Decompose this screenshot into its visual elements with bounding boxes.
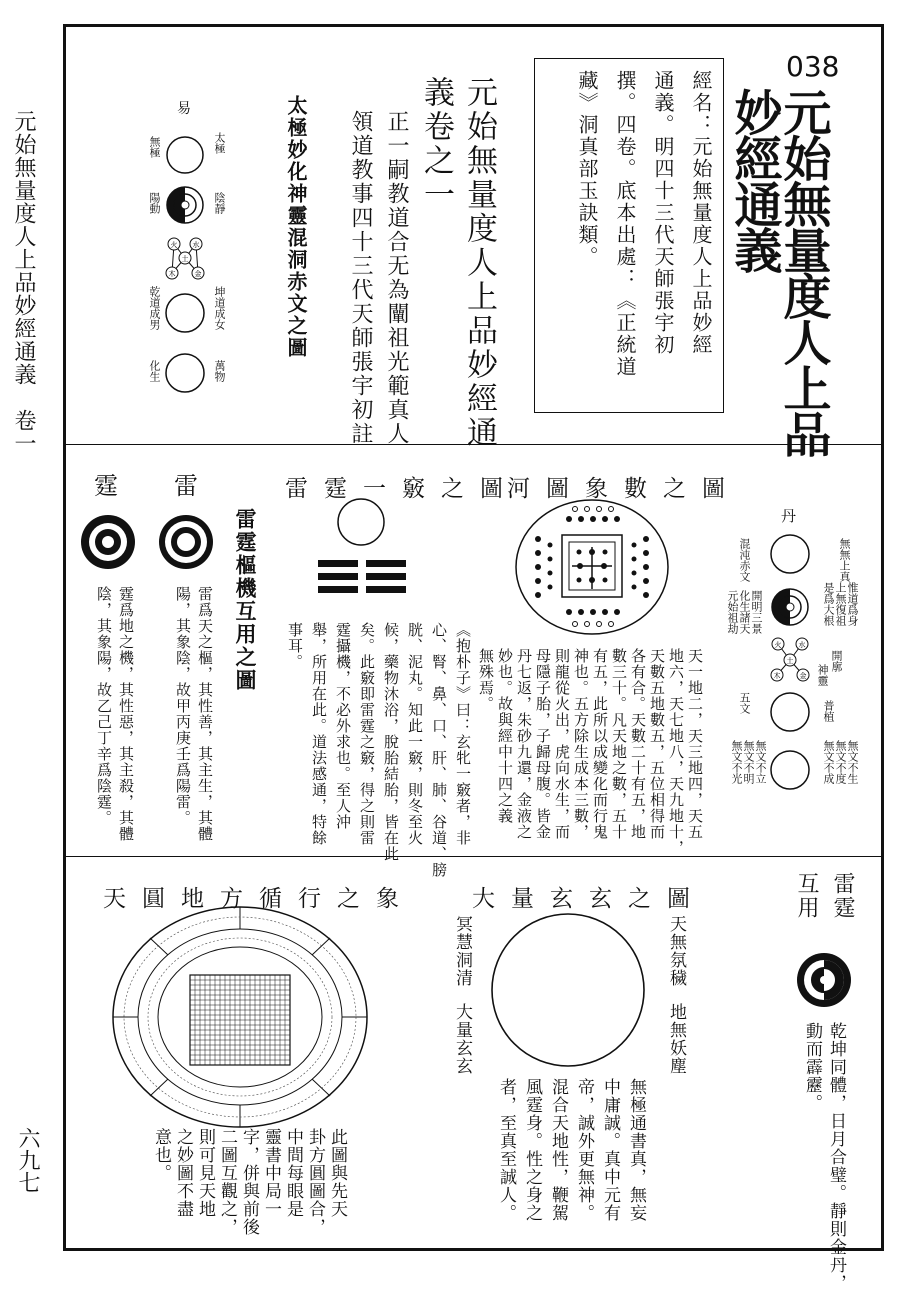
dan-circle-1 bbox=[771, 535, 809, 573]
yuanfang-text-5: 字，併與前後 bbox=[239, 1128, 259, 1236]
dan-bottom-right: 無文不生 無文不度 無文不成 bbox=[822, 740, 859, 784]
kundao-label: 坤道成女 bbox=[213, 286, 226, 330]
text-author-line-2: 領道教事四十三代天師張宇初註 bbox=[348, 110, 373, 446]
ting-text-2: 陰，其象陽，故乙己丁辛爲陰霆。 bbox=[95, 586, 113, 826]
yiqiao-text-5: 矣。此竅即雷霆之竅，得之則雷 bbox=[358, 622, 376, 846]
yuanfang-text-1: 此圖與先天 bbox=[327, 1128, 347, 1218]
hu-yong-text-1: 乾坤同體，日月合璧。靜則金丹， bbox=[826, 1022, 846, 1292]
yuanfang-grid bbox=[190, 975, 290, 1065]
yiqiao-text-1: 《抱朴子》曰：玄牝一竅者，非 bbox=[454, 622, 472, 846]
wanwu-label: 萬物 bbox=[213, 360, 226, 382]
dan-five-elements bbox=[771, 638, 809, 681]
hetu-text-12: 無殊焉。 bbox=[477, 648, 495, 712]
dan-right-5: 普植 bbox=[822, 700, 835, 722]
taiji-diagram-title: 太極妙化神靈混洞赤文之圖 bbox=[284, 95, 308, 359]
hu-yong-text-2: 動而霹靂。 bbox=[802, 1022, 822, 1112]
text-author-line-1: 正一嗣教道合无為闡祖光範真人 bbox=[384, 110, 409, 446]
xuanxuan-right-1: 天無氛穢 bbox=[666, 915, 686, 987]
fire-label: 火 bbox=[170, 241, 178, 249]
hu-yong-title-2: 互用 bbox=[794, 872, 819, 920]
hetu-text-4: 各有合。天數二十有五，地 bbox=[629, 648, 647, 840]
hetu-text-8: 則龍從火出，虎向水生，而 bbox=[553, 648, 571, 840]
hu-yong-ring bbox=[794, 950, 854, 1010]
hetu-text-10: 丹七返，朱砂九還，金液之 bbox=[515, 648, 533, 840]
divider-lower bbox=[63, 856, 884, 857]
yiqiao-text-2: 心、腎、鼻、口、肝、肺、谷道、膀 bbox=[430, 622, 448, 878]
folio: 六九七 bbox=[15, 1127, 40, 1193]
yuanfang-text-9: 意也。 bbox=[151, 1128, 171, 1182]
dan-earth: 土 bbox=[786, 657, 794, 665]
lei-label: 雷 bbox=[174, 472, 198, 500]
hetu-text-6: 有五，此所以成變化而行鬼 bbox=[591, 648, 609, 840]
yuanfang-figure bbox=[110, 905, 370, 1130]
xuanxuan-text-1: 無極通書真，無妄 bbox=[626, 1078, 646, 1222]
lei-text-2: 陽，其象陰，故甲丙庚壬爲陽雷。 bbox=[174, 586, 192, 826]
yuanfang-text-6: 二圖互觀之， bbox=[217, 1128, 237, 1236]
catalog-note-line-1: 經名：元始無量度人上品妙經 bbox=[689, 70, 713, 356]
taiji-label: 太極 bbox=[213, 132, 226, 154]
yinjing-label: 陰靜 bbox=[213, 192, 226, 214]
yiqiao-text-3: 胱、泥丸。知此一竅，則冬至火 bbox=[406, 622, 424, 846]
wood-label: 木 bbox=[168, 270, 176, 278]
dan-fire: 火 bbox=[774, 641, 782, 649]
xuanxuan-text-2: 中庸誠。真中元有 bbox=[600, 1078, 620, 1222]
dan-circle-3 bbox=[771, 693, 809, 731]
lei-ring bbox=[159, 515, 213, 569]
qiankun-circle bbox=[166, 294, 204, 332]
ting-label: 霆 bbox=[94, 472, 118, 500]
dan-left-2: 開明三景 化生諸天 元始祖劫 bbox=[726, 590, 763, 634]
yiqiao-text-8: 事耳。 bbox=[286, 622, 304, 670]
kan-trigram bbox=[318, 560, 406, 593]
metal-label: 金 bbox=[194, 270, 202, 278]
wanwu-circle bbox=[166, 354, 204, 392]
running-head: 元始無量度人上品妙經通義 卷一 bbox=[11, 110, 36, 455]
xuanxuan-title: 大量玄玄之圖 bbox=[472, 886, 706, 912]
yiqiao-text-7: 舉，所用在此。道法感通，特餘 bbox=[310, 622, 328, 846]
lei-text-1: 雷爲天之樞，其性善，其主生，其體 bbox=[196, 586, 214, 842]
xuanxuan-circle bbox=[488, 912, 648, 1072]
yuanfang-text-2: 卦方圓圖合， bbox=[305, 1128, 325, 1236]
taiji-top-label: 易 bbox=[177, 101, 191, 117]
entry-number: 038 bbox=[786, 50, 840, 83]
yiqiao-figure bbox=[306, 498, 416, 598]
yiqiao-text-6: 霆攝機，不必外求也。至人沖 bbox=[334, 622, 352, 830]
dan-right-3: 開廓 bbox=[830, 650, 843, 672]
yiqiao-text-4: 候，藥物沐浴，脫胎結胎，皆在此 bbox=[382, 622, 400, 862]
ting-text-1: 霆爲地之機，其性惡，其主殺，其體 bbox=[117, 586, 135, 842]
xuanxuan-text-4: 混合天地性，鞭駕 bbox=[548, 1078, 568, 1222]
dan-right-1: 無無上真 bbox=[838, 538, 851, 582]
dan-figure bbox=[765, 532, 815, 802]
xuanxuan-left-2: 大量玄玄 bbox=[452, 1003, 472, 1075]
xuanxuan-left-1: 冥慧洞清 bbox=[452, 915, 472, 987]
hetu-text-7: 神也。五方除生成本三數， bbox=[572, 648, 590, 840]
hetu-text-1: 天一地二，天三地四，天五 bbox=[686, 648, 704, 840]
lei-ting-title: 雷霆樞機互用之圖 bbox=[233, 508, 258, 692]
wuji-circle bbox=[167, 137, 203, 173]
dan-right-2: 惟道爲身 上無復祖 是爲大根 bbox=[822, 582, 859, 626]
hetu-text-2: 地六，天七地八，天九地十， bbox=[667, 648, 685, 856]
yiqiao-circle bbox=[338, 499, 384, 545]
text-title-line-1: 元始無量度人上品妙經通 bbox=[461, 76, 497, 450]
dan-water: 水 bbox=[798, 641, 806, 649]
yangdong-label: 陽動 bbox=[148, 192, 161, 214]
catalog-note-line-3: 撰。四卷。底本出處：《正統道 bbox=[613, 70, 637, 378]
hetu-title: 河圖象數之圖 bbox=[507, 476, 741, 502]
text-title-line-2: 義卷之一 bbox=[418, 76, 454, 212]
yuanfang-text-8: 之妙圖不盡 bbox=[173, 1128, 193, 1218]
hetu-figure bbox=[512, 497, 672, 637]
dan-left-1: 混沌赤文 bbox=[738, 538, 751, 582]
yuanfang-text-7: 則可見天地 bbox=[195, 1128, 215, 1218]
dan-left-3: 五文 bbox=[738, 692, 751, 714]
taiji-diagram bbox=[160, 130, 210, 400]
dan-wood: 木 bbox=[773, 672, 781, 680]
xuanxuan-text-5: 風霆身。性之身之 bbox=[522, 1078, 542, 1222]
earth-label: 土 bbox=[181, 255, 189, 263]
water-label: 水 bbox=[192, 241, 200, 249]
hetu-text-5: 數三十。凡天地之數，五十 bbox=[610, 648, 628, 840]
huasheng-label: 化生 bbox=[148, 360, 161, 382]
lei-ting-rings bbox=[78, 512, 218, 572]
yinyang-core bbox=[181, 201, 189, 209]
book-title-line-1: 元始無量度人上品 bbox=[775, 88, 831, 456]
yuanfang-text-3: 中間每眼是 bbox=[283, 1128, 303, 1218]
yiqiao-title: 雷霆一竅之圖 bbox=[285, 476, 519, 502]
yuanfang-text-4: 靈書中局一 bbox=[261, 1128, 281, 1218]
five-elements-cluster bbox=[166, 238, 204, 279]
dan-right-4: 神靈 bbox=[816, 664, 829, 686]
qiandao-label: 乾道成男 bbox=[148, 286, 161, 330]
yuanfang-title: 天圓地方循行之象 bbox=[103, 886, 415, 912]
hetu-text-3: 天數五地數五，五位相得而 bbox=[648, 648, 666, 840]
ting-ring bbox=[81, 515, 135, 569]
book-title-line-2: 妙經通義 bbox=[726, 88, 782, 272]
dan-bottom-left: 無文不立 無文不明 無文不光 bbox=[730, 740, 767, 784]
dan-top-label: 丹 bbox=[781, 507, 797, 525]
xuanxuan-text-3: 帝，誠外更無神。 bbox=[574, 1078, 594, 1222]
wuji-label: 無極 bbox=[148, 136, 161, 158]
hetu-text-11: 妙也。故與經中十四之義 bbox=[496, 648, 514, 824]
dan-circle-4 bbox=[771, 751, 809, 789]
catalog-note-line-2: 通義。明四十三代天師張宇初 bbox=[651, 70, 675, 356]
dan-metal: 金 bbox=[799, 672, 807, 680]
xuanxuan-right-2: 地無妖塵 bbox=[666, 1003, 686, 1075]
hu-yong-title-1: 雷霆 bbox=[830, 872, 855, 920]
catalog-note-line-4: 藏》洞真部玉訣類。 bbox=[575, 70, 599, 268]
hetu-text-9: 母隱子胎，子歸母腹。皆金 bbox=[534, 648, 552, 840]
xuanxuan-text-6: 者，至真至誠人。 bbox=[496, 1078, 516, 1222]
